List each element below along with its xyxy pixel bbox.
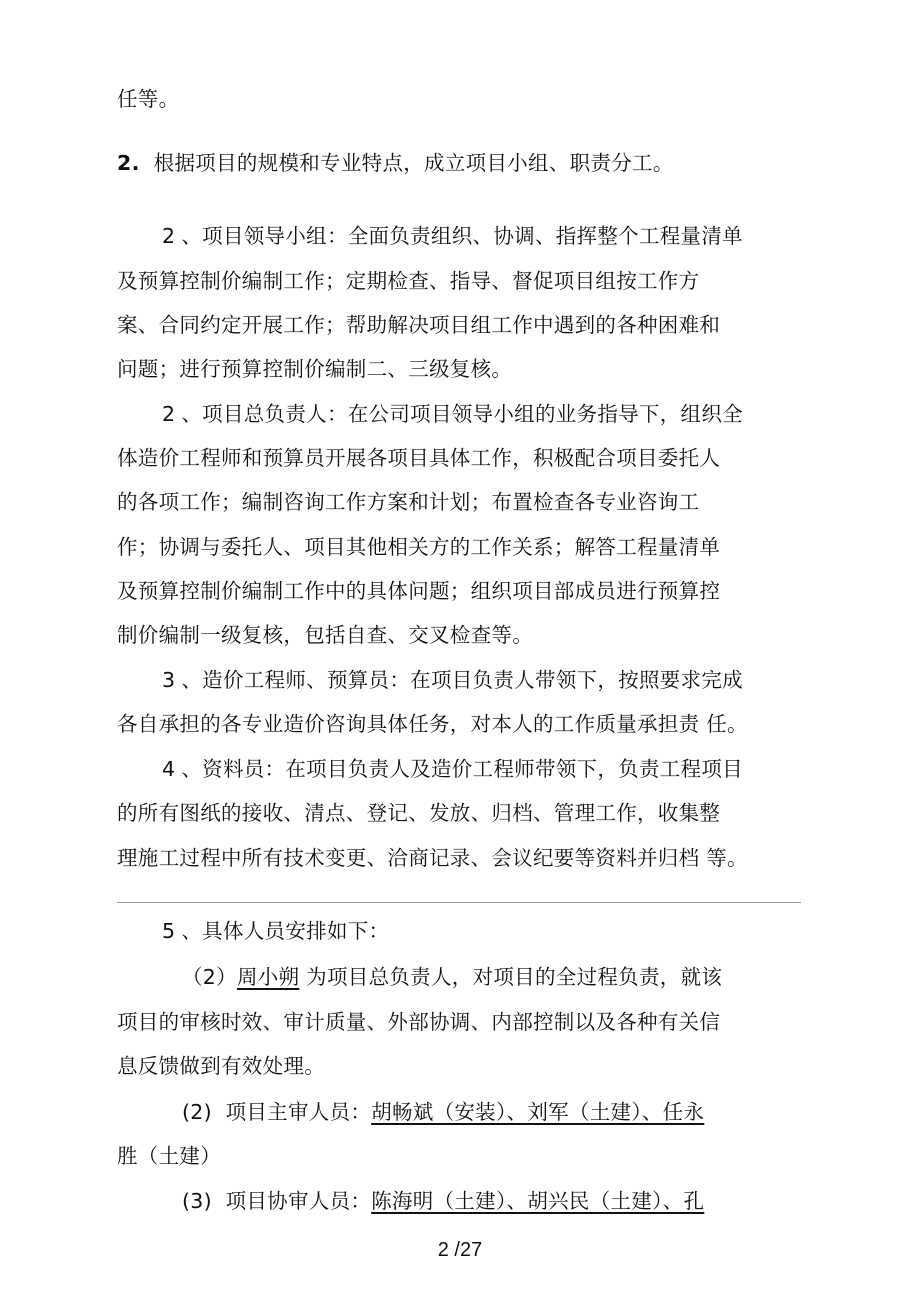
text: 各自承担的各专业造价咨询具体任务，对本人的工作质量承担责 任。 bbox=[117, 712, 748, 736]
text: 、造价工程师、预算员：在项目负责人带领下，按照要求完成 bbox=[181, 668, 743, 692]
text: 、项目领导小组：全面负责组织、协调、指挥整个工程量清单 bbox=[181, 224, 743, 248]
heading-text: 根据项目的规模和专业特点，成立项目小组、职责分工。 bbox=[153, 151, 674, 175]
section-heading bbox=[117, 148, 674, 178]
text: 的所有图纸的接收、清点、登记、发放、归档、管理工作，收集整 bbox=[117, 801, 721, 825]
text: 为项目总负责人，对项目的全过程负责，就该 bbox=[299, 965, 723, 989]
paragraph-line bbox=[117, 620, 533, 650]
paragraph-line bbox=[117, 798, 720, 828]
text: 任等。 bbox=[117, 87, 180, 111]
label: 项目主审人员： bbox=[211, 1100, 372, 1124]
paragraph-line bbox=[182, 962, 722, 992]
item-number: 2 bbox=[162, 224, 176, 248]
horizontal-divider bbox=[117, 902, 801, 903]
paragraph-line bbox=[117, 843, 748, 873]
text: 问题；进行预算控制价编制二、三级复核。 bbox=[117, 357, 513, 381]
person-names: 陈海明（土建）、胡兴民（土建）、孔 bbox=[371, 1189, 705, 1213]
paragraph-line bbox=[117, 1051, 325, 1081]
text: 息反馈做到有效处理。 bbox=[117, 1054, 325, 1078]
paragraph-line bbox=[117, 576, 720, 606]
paragraph-line bbox=[117, 354, 512, 384]
text: 案、合同约定开展工作；帮助解决项目组工作中遇到的各种困难和 bbox=[117, 313, 721, 337]
item-number: (2) bbox=[182, 1100, 212, 1124]
person-name: 周小朔 bbox=[236, 965, 300, 989]
paragraph-line bbox=[117, 1007, 720, 1037]
text: 、资料员：在项目负责人及造价工程师带领下，负责工程项目 bbox=[181, 757, 743, 781]
paragraph-line bbox=[182, 1097, 704, 1127]
paragraph-line bbox=[162, 221, 743, 251]
paragraph-line bbox=[117, 532, 720, 562]
paragraph-line bbox=[162, 754, 743, 784]
text: 及预算控制价编制工作；定期检查、指导、督促项目组按工作方 bbox=[117, 269, 700, 293]
item-number: （2） bbox=[182, 965, 237, 989]
item-number: 4 bbox=[162, 757, 176, 781]
text: 、项目总负责人：在公司项目领导小组的业务指导下，组织全 bbox=[181, 402, 743, 426]
person-names: 胡畅斌（安装）、刘军（土建）、任永 bbox=[371, 1100, 705, 1124]
text: 项目的审核时效、审计质量、外部协调、内部控制以及各种有关信 bbox=[117, 1010, 721, 1034]
paragraph-line bbox=[162, 916, 389, 946]
item-number: 3 bbox=[162, 668, 176, 692]
item-number: (3) bbox=[182, 1189, 212, 1213]
text-line bbox=[117, 84, 179, 114]
paragraph-line bbox=[117, 487, 699, 517]
heading-number: 2. bbox=[117, 151, 140, 175]
paragraph-line bbox=[117, 443, 720, 473]
label: 项目协审人员： bbox=[211, 1189, 372, 1213]
text: 胜（土建） bbox=[117, 1144, 221, 1168]
paragraph-line bbox=[117, 310, 720, 340]
paragraph-line bbox=[117, 1141, 221, 1171]
text: 的各项工作；编制咨询工作方案和计划；布置检查各专业咨询工 bbox=[117, 490, 700, 514]
text: 体造价工程师和预算员开展各项目具体工作，积极配合项目委托人 bbox=[117, 446, 721, 470]
text: 及预算控制价编制工作中的具体问题；组织项目部成员进行预算控 bbox=[117, 579, 721, 603]
text: 制价编制一级复核，包括自查、交叉检查等。 bbox=[117, 623, 533, 647]
page-number: 2 /27 bbox=[437, 1239, 483, 1261]
item-number: 5 bbox=[162, 919, 176, 943]
text: 作；协调与委托人、项目其他相关方的工作关系；解答工程量清单 bbox=[117, 535, 721, 559]
item-number: 2 bbox=[162, 402, 176, 426]
paragraph-line bbox=[117, 709, 748, 739]
paragraph-line bbox=[162, 665, 743, 695]
paragraph-line bbox=[182, 1186, 704, 1216]
text: 理施工过程中所有技术变更、洽商记录、会议纪要等资料并归档 等。 bbox=[117, 846, 748, 870]
text: 、具体人员安排如下： bbox=[181, 919, 390, 943]
paragraph-line bbox=[162, 399, 743, 429]
paragraph-line bbox=[117, 266, 699, 296]
